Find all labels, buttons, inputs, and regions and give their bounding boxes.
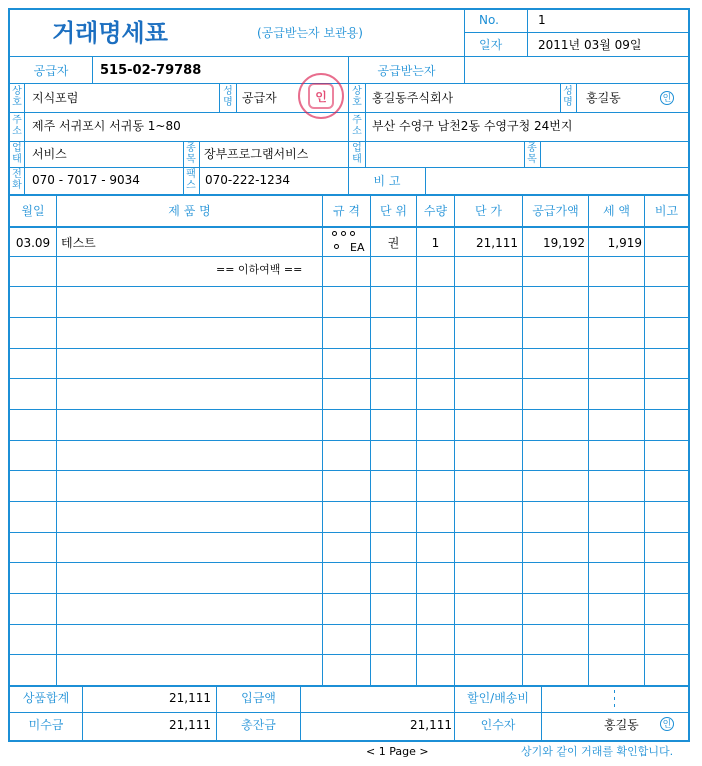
unpaid-label: 미수금 [28,718,64,732]
date-value: 2011년 03월 09일 [538,38,642,52]
receiver-sign-seal: 인 [660,717,674,731]
row-spec: EA [350,241,365,254]
receiver-sign-label: 인수자 [480,718,516,732]
col-header-tax: 세 액 [603,204,630,218]
col-header-supply: 공급가액 [532,204,579,218]
col-header-product: 제 품 명 [168,204,211,218]
unpaid: 21,111 [169,718,211,732]
end-of-list-marker: == 이하여백 == [216,263,303,276]
supplier-name: 지식포럼 [32,91,79,105]
supplier-rep: 공급자 [242,91,277,105]
receiver-rep-label: 성명 [563,86,573,108]
supplier-fax-label: 팩스 [186,169,196,191]
page-indicator: < 1 Page > [366,745,429,758]
discount-label: 할인/배송비 [466,691,529,705]
receiver-section-label: 공급받는자 [377,64,436,78]
receiver-name-label: 상호 [352,86,362,108]
confirmation-note: 상기와 같이 거래를 확인합니다. [521,745,674,758]
col-header-unit: 단 위 [380,204,407,218]
receiver-address: 부산 수영구 남천2동 수영구청 24번지 [372,119,573,133]
col-header-date: 월일 [21,204,45,218]
supplier-address-label: 주소 [12,115,22,137]
supplier-fax: 070-222-1234 [205,173,291,187]
copy-type: (공급받는자 보관용) [257,26,363,40]
document-title: 거래명세표 [52,18,168,47]
supplier-name-label: 상호 [12,86,22,108]
remarks-label: 비 고 [373,174,401,188]
supplier-seal-stamp [298,73,344,119]
row-price: 21,111 [476,236,518,250]
supplier-reg-no: 515-02-79788 [100,63,202,78]
row-product: 테스트 [61,236,96,250]
row-unit: 권 [387,236,400,250]
supplier-phone-label: 전화 [12,169,22,191]
supplier-biz-item-label: 종목 [186,143,196,165]
row-supply: 19,192 [543,236,585,250]
supplier-seal-text: 인 [315,90,327,104]
receiver-rep: 홍길동 [586,91,621,105]
supplier-phone: 070 - 7017 - 9034 [32,173,140,187]
date-label: 일자 [479,38,503,52]
col-header-spec: 규 격 [333,204,360,218]
row-date: 03.09 [15,236,51,250]
supplier-section-label: 공급자 [33,64,69,78]
receiver-biz-item-label: 종목 [527,143,537,165]
receiver-address-label: 주소 [352,115,362,137]
supplier-biz-type-label: 업태 [12,143,22,165]
col-header-qty: 수량 [423,204,448,218]
no-value: 1 [538,13,546,27]
spec-dots-icon [332,231,360,241]
supplier-biz-item: 장부프로그램서비스 [204,147,309,161]
supplier-address: 제주 서귀포시 서귀동 1~80 [32,119,181,133]
receiver-name: 홍길동주식회사 [372,91,454,105]
spec-dot-icon [334,244,339,249]
receiver-seal-mark: 인 [660,91,674,105]
supplier-rep-label: 성명 [223,86,233,108]
row-qty: 1 [431,236,440,250]
goods-total: 21,111 [169,691,211,705]
goods-total-label: 상품합계 [22,691,70,705]
supplier-biz-type: 서비스 [32,147,67,161]
balance: 21,111 [410,718,452,732]
deposit-label: 입금액 [241,691,276,705]
receiver-sign-name: 홍길동 [604,718,639,732]
row-tax: 1,919 [607,236,642,250]
no-label: No. [479,13,499,27]
col-header-note: 비고 [654,204,679,218]
receiver-biz-type-label: 업태 [352,143,362,165]
balance-label: 총잔금 [241,718,276,732]
col-header-price: 단 가 [475,204,502,218]
